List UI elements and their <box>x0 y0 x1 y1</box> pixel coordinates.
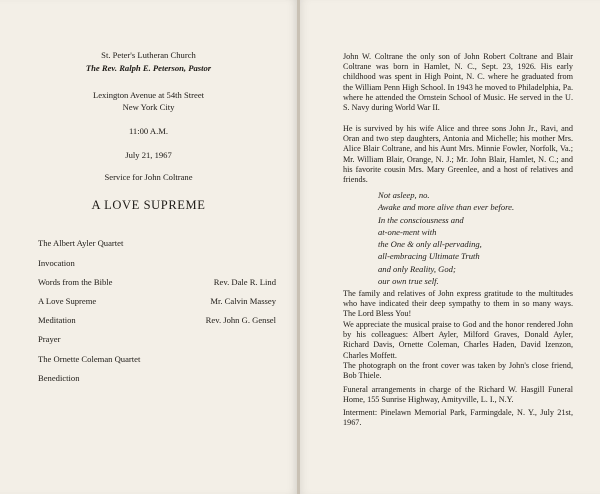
church-name: St. Peter's Lutheran Church <box>101 50 196 60</box>
order-item: A Love Supreme <box>38 296 97 306</box>
music-praise-paragraph: We appreciate the musical praise to God and the honor rendered John by his colleagues: Albert Ayler, Milford Graves, Donald Ayler, Richard Davis, Ornette Coleman, Charles Haden, David Izenzon, Charles Moffett. <box>343 320 573 360</box>
poem-line: In the consciousness and <box>378 214 464 225</box>
poem-line: all-embracing Ultimate Truth <box>378 251 480 262</box>
poem-line: Awake and more alive than ever before. <box>378 202 515 213</box>
order-item: Words from the Bible <box>38 277 113 287</box>
order-item: Benediction <box>38 373 80 383</box>
program-heading: A LOVE SUPREME <box>91 198 206 212</box>
order-row <box>38 315 276 326</box>
survivors-paragraph: He is survived by his wife Alice and three sons John Jr., Ravi, and Oran and two step daughters, Antonia and Michelle; his mother Mrs. Alice Blair Coltrane, and his Aunt Mrs. Minnie Fowler, Norfolk, Va.; Mr. William Blair, Orange, N. J.; Mr. John Blair, Hamlet, N. C.; and his favorite cousin Mrs. Mary Greenlee, and a host of relatives and friends. <box>343 124 573 185</box>
poem-line: and only Reality, God; <box>378 263 456 274</box>
order-item: Meditation <box>38 315 76 325</box>
funeral-arrangements-paragraph: Funeral arrangements in charge of the Richard W. Hasgill Funeral Home, 155 Sunrise Highway, Amityville, L. I., N.Y. <box>343 385 573 405</box>
poem-line: the One & only all-pervading, <box>378 239 482 250</box>
service-title: Service for John Coltrane <box>104 172 193 182</box>
gratitude-paragraph: The family and relatives of John express gratitude to the multitudes who have indicated their deep sympathy to them in so many ways. The Lord Bless You! <box>343 289 573 319</box>
order-item: Invocation <box>38 258 75 268</box>
order-row <box>38 334 276 345</box>
memorial-poem <box>378 189 558 287</box>
poem-line: our own true self. <box>378 276 439 287</box>
order-row <box>38 296 276 307</box>
order-row <box>38 258 276 269</box>
order-item: The Ornette Coleman Quartet <box>38 354 141 364</box>
service-time: 11:00 A.M. <box>128 126 169 136</box>
poem-line: at-one-ment with <box>378 226 437 237</box>
order-row <box>38 373 276 384</box>
biography-paragraph: John W. Coltrane the only son of John Robert Coltrane and Blair Coltrane was born in Hamlet, N. C., Sept. 23, 1926. His early childhood was spent in High Point, N. C. where he graduated from the William Penn High School. In 1943 he moved to Philadelphia, Pa. where he attended the Ornstein School of Music. He served in the U. S. Navy during World War II. <box>343 52 573 113</box>
interment-paragraph: Interment: Pinelawn Memorial Park, Farmingdale, N. Y., July 21st, 1967. <box>343 408 573 428</box>
pastor-name: The Rev. Ralph E. Peterson, Pastor <box>85 63 212 73</box>
order-row <box>38 238 276 249</box>
order-item: The Albert Ayler Quartet <box>38 238 124 248</box>
order-leader: Rev. Dale R. Lind <box>213 277 276 287</box>
address-street: Lexington Avenue at 54th Street <box>92 90 205 100</box>
order-leader: Rev. John G. Gensel <box>205 315 276 325</box>
address-city: New York City <box>122 102 175 112</box>
order-item: Prayer <box>38 334 61 344</box>
poem-line: Not asleep, no. <box>378 190 430 200</box>
photo-credit-paragraph: The photograph on the front cover was taken by John's close friend, Bob Thiele. <box>343 361 573 381</box>
order-row <box>38 354 276 365</box>
order-row <box>38 277 276 288</box>
service-date: July 21, 1967 <box>125 150 172 160</box>
order-leader: Mr. Calvin Massey <box>210 296 276 306</box>
